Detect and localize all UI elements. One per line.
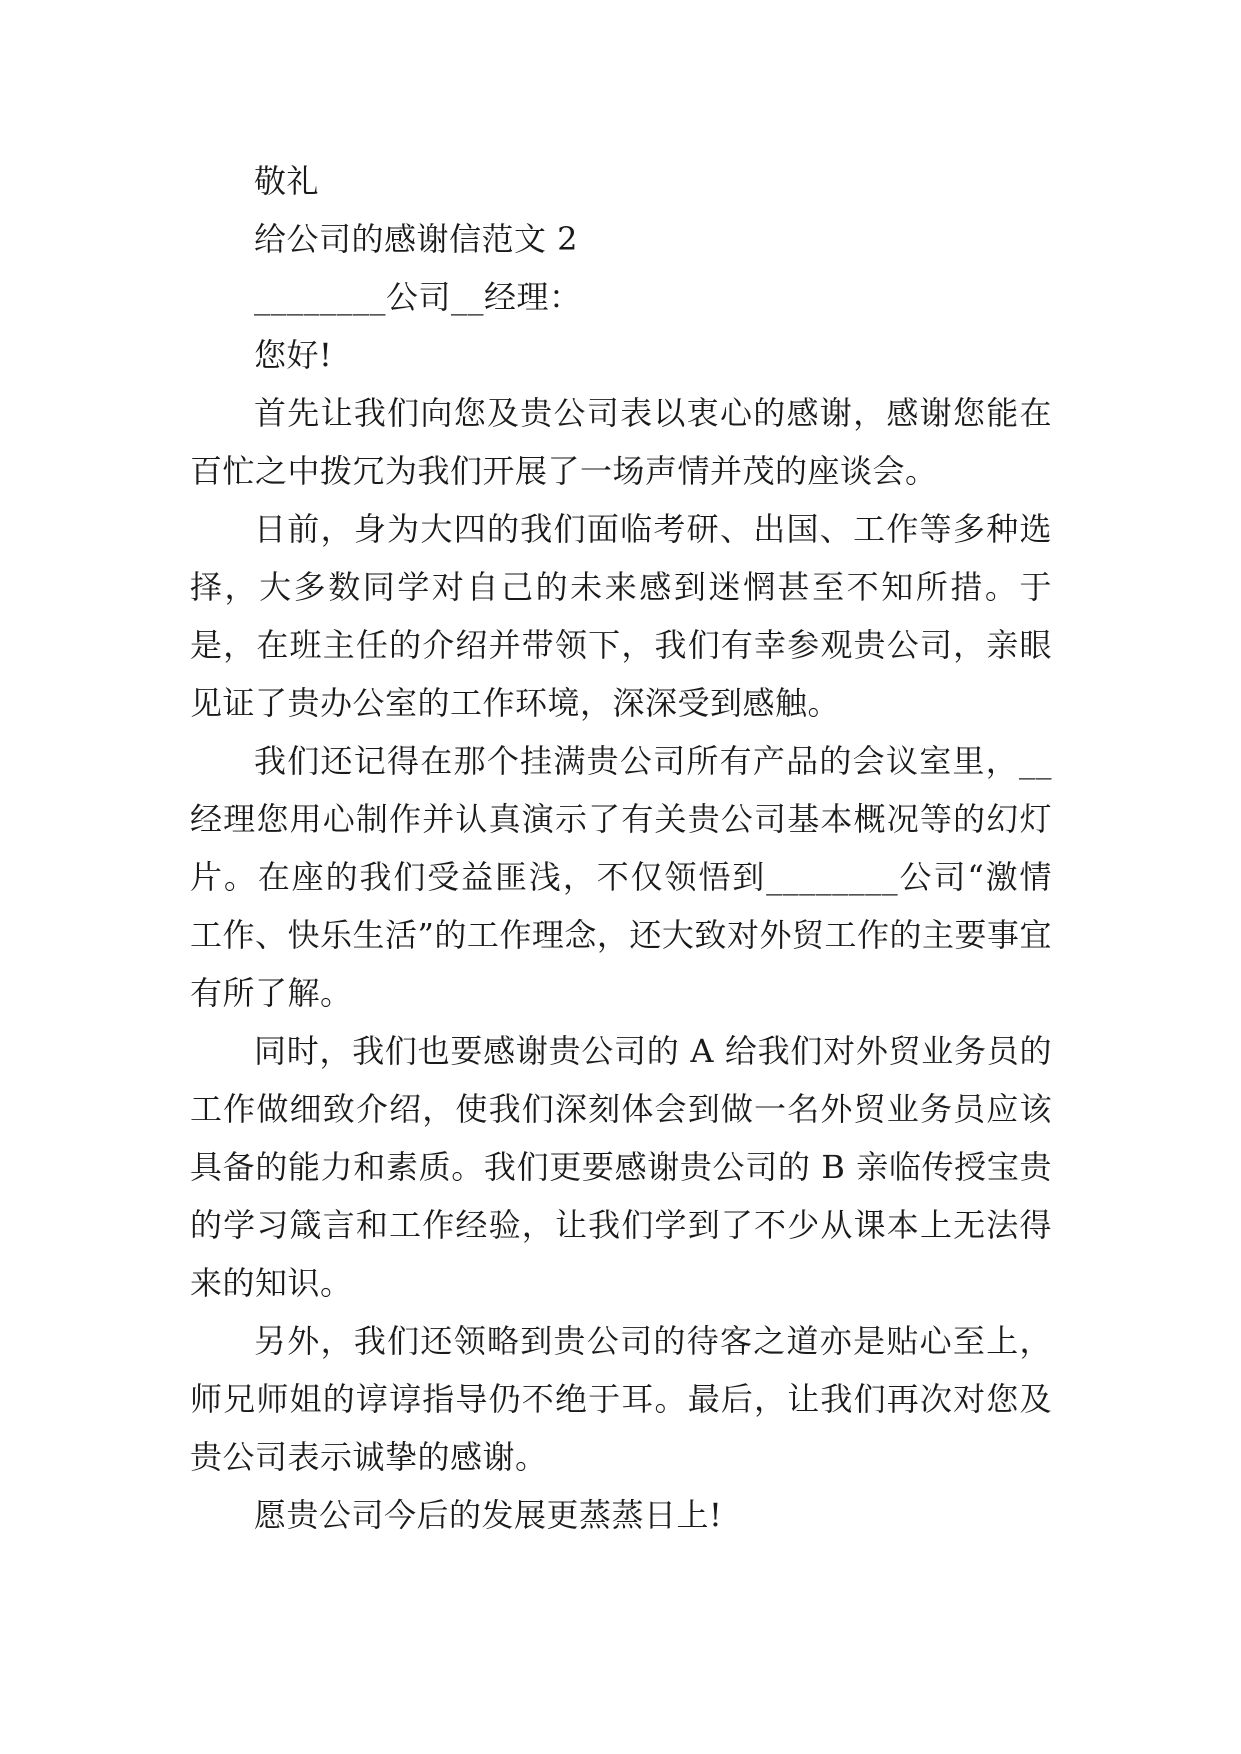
paragraph-presentation: 我们还记得在那个挂满贵公司所有产品的会议室里，__经理您用心制作并认真演示了有关贵公司基本概况等的幻灯片。在座的我们受益匪浅，不仅领悟到________公司“激情工作、快乐生活”的工作理念，还大致对外贸工作的主要事宜有所了解。: [190, 742, 1052, 1012]
paragraph-visit: 日前，身为大四的我们面临考研、出国、工作等多种选择，大多数同学对自己的未来感到迷惘甚至不知所措。于是，在班主任的介绍并带领下，我们有幸参观贵公司，亲眼见证了贵办公室的工作环境，深深受到感触。: [190, 510, 1052, 722]
greeting: 您好!: [254, 336, 333, 374]
salutation: ________公司__经理：: [254, 278, 582, 316]
letter-body: [190, 152, 1052, 1544]
closing-text: 敬礼: [254, 162, 320, 200]
document-title: 给公司的感谢信范文 2: [254, 220, 579, 258]
paragraph-staff-thanks: 同时，我们也要感谢贵公司的 A 给我们对外贸业务员的工作做细致介绍，使我们深刻体会到做一名外贸业务员应该具备的能力和素质。我们更要感谢贵公司的 B 亲临传授宝贵的学习箴言和工作经验，让我们学到了不少从课本上无法得来的知识。: [190, 1032, 1052, 1302]
paragraph-hospitality: 另外，我们还领略到贵公司的待客之道亦是贴心至上，师兄师姐的谆谆指导仍不绝于耳。最后，让我们再次对您及贵公司表示诚挚的感谢。: [190, 1322, 1052, 1476]
paragraph-thanks: 首先让我们向您及贵公司表以衷心的感谢，感谢您能在百忙之中拨冗为我们开展了一场声情并茂的座谈会。: [190, 394, 1052, 490]
closing-wish: 愿贵公司今后的发展更蒸蒸日上!: [254, 1496, 723, 1534]
